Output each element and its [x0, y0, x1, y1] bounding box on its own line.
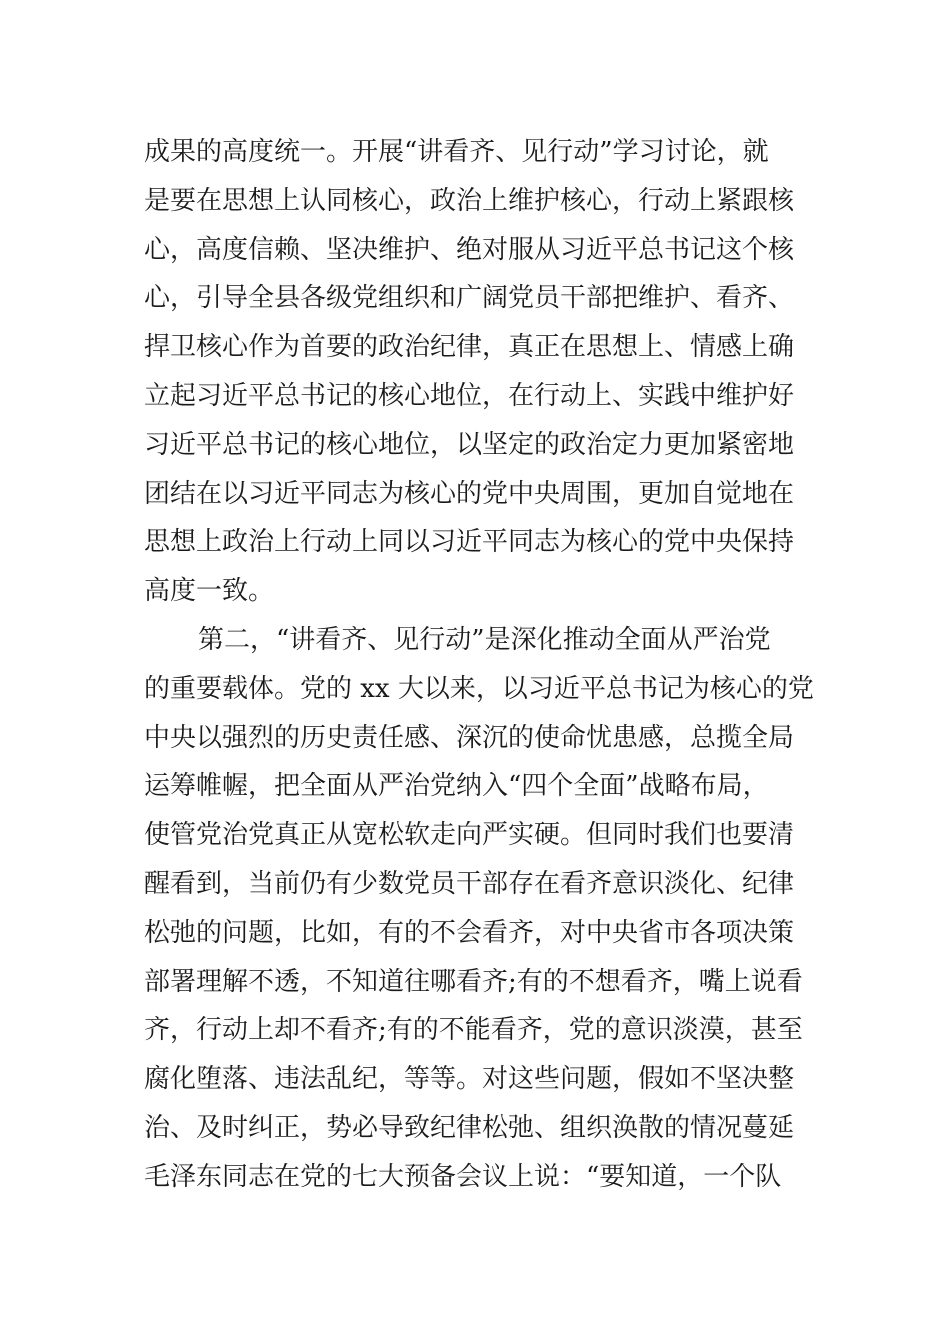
text-line: 的重要载体。党的 xx 大以来，以习近平总书记为核心的党: [144, 673, 814, 704]
text-line: 中央以强烈的历史责任感、深沉的使命忧患感，总揽全局: [144, 722, 795, 753]
text-line: 立起习近平总书记的核心地位，在行动上、实践中维护好: [144, 380, 795, 411]
text-line: 部署理解不透，不知道往哪看齐;有的不想看齐，嘴上说看: [144, 966, 803, 997]
text-line: 是要在思想上认同核心，政治上维护核心，行动上紧跟核: [144, 185, 795, 216]
text-line: 成果的高度统一。开展“讲看齐、见行动”学习讨论，就: [144, 137, 769, 167]
text-line: 团结在以习近平同志为核心的党中央周围，更加自觉地在: [144, 478, 795, 509]
body-text: [144, 128, 814, 1202]
text-line: 松弛的问题，比如，有的不会看齐，对中央省市各项决策: [144, 917, 795, 948]
text-line: 运筹帷幄，把全面从严治党纳入“四个全面”战略布局，: [144, 771, 769, 802]
text-line: 醒看到，当前仍有少数党员干部存在看齐意识淡化、纪律: [144, 868, 795, 899]
text-line: 腐化堕落、违法乱纪，等等。对这些问题，假如不坚决整: [144, 1064, 795, 1095]
text-line: 治、及时纠正，势必导致纪律松弛、组织涣散的情况蔓延: [144, 1112, 795, 1143]
text-line: 齐，行动上却不看齐;有的不能看齐，党的意识淡漠，甚至: [144, 1015, 803, 1046]
text-line: 捍卫核心作为首要的政治纪律，真正在思想上、情感上确: [144, 332, 795, 363]
text-line: 心，高度信赖、坚决维护、绝对服从习近平总书记这个核: [144, 234, 795, 265]
paragraph-start-line: 第二，“讲看齐、见行动”是深化推动全面从严治党: [198, 624, 771, 655]
text-line: 思想上政治上行动上同以习近平同志为核心的党中央保持: [144, 527, 795, 558]
text-line: 心，引导全县各级党组织和广阔党员干部把维护、看齐、: [144, 283, 795, 314]
text-line: 毛泽东同志在党的七大预备会议上说：“要知道，一个队: [144, 1161, 782, 1192]
text-line: 高度一致。: [144, 576, 275, 607]
text-line: 使管党治党真正从宽松软走向严实硬。但同时我们也要清: [144, 820, 795, 851]
text-line: 习近平总书记的核心地位，以坚定的政治定力更加紧密地: [144, 429, 795, 460]
